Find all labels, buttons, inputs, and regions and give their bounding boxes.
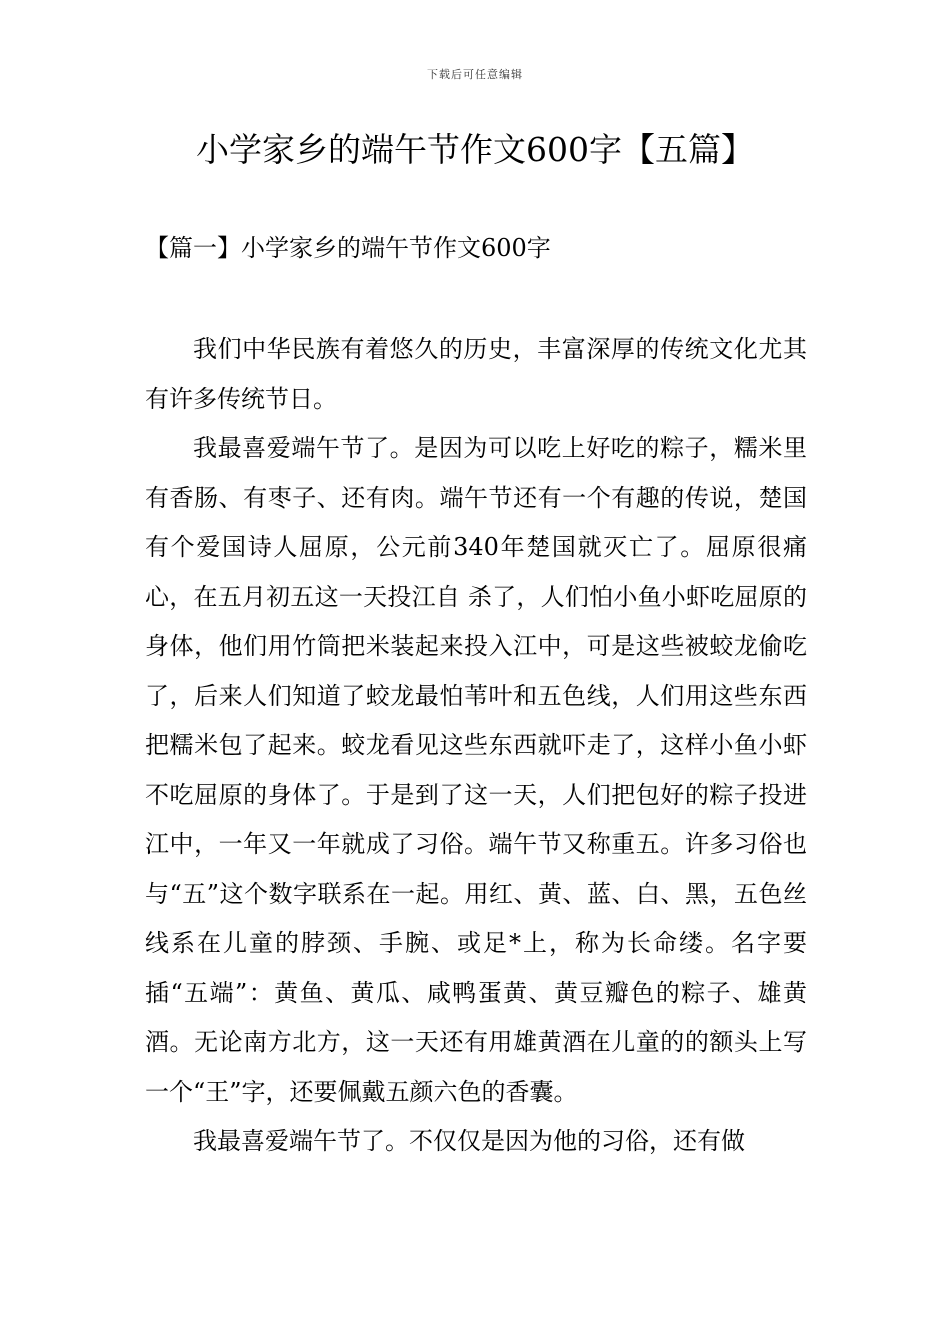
header-note: 下载后可任意编辑 (427, 68, 523, 81)
paragraph-3: 我最喜爱端午节了。不仅仅是因为他的习俗，还有做 (193, 1127, 745, 1155)
paragraph-1: 我们中华民族有着悠久的历史，丰富深厚的传统文化尤其有许多传统节日。 (145, 335, 807, 413)
document-title: 小学家乡的端午节作文600字【五篇】 (196, 130, 754, 169)
section-heading: 【篇一】小学家乡的端午节作文600字 (145, 234, 551, 262)
paragraph-2: 我最喜爱端午节了。是因为可以吃上好吃的粽子，糯米里有香肠、有枣子、还有肉。端午节还有一个有趣的传说，楚国有个爱国诗人屈原，公元前340年楚国就灭亡了。屈原很痛心，在五月初五这一天投江自 杀了，人们怕小鱼小虾吃屈原的身体，他们用竹筒把米装起来投入江中，可是这些被蛟龙偷吃了，后来人们知道了蛟龙最怕苇叶和五色线，人们用这些东西把糯米包了起来。蛟龙看见这些东西就吓走了，这样小鱼小虾不吃屈原的身体了。于是到了这一天，人们把包好的粽子投进江中，一年又一年就成了习俗。端午节又称重五。许多习俗也与“五”这个数字联系在一起。用红、黄、蓝、白、黑，五色丝线系在儿童的脖颈、手腕、或足*上，称为长命缕。名字要插“五端”：黄鱼、黄瓜、咸鸭蛋黄、黄豆瓣色的粽子、雄黄酒。无论南方北方，这一天还有用雄黄酒在儿童的的额头上写一个“王”字，还要佩戴五颜六色的香囊。 (145, 434, 807, 1106)
body-text (145, 325, 807, 1167)
